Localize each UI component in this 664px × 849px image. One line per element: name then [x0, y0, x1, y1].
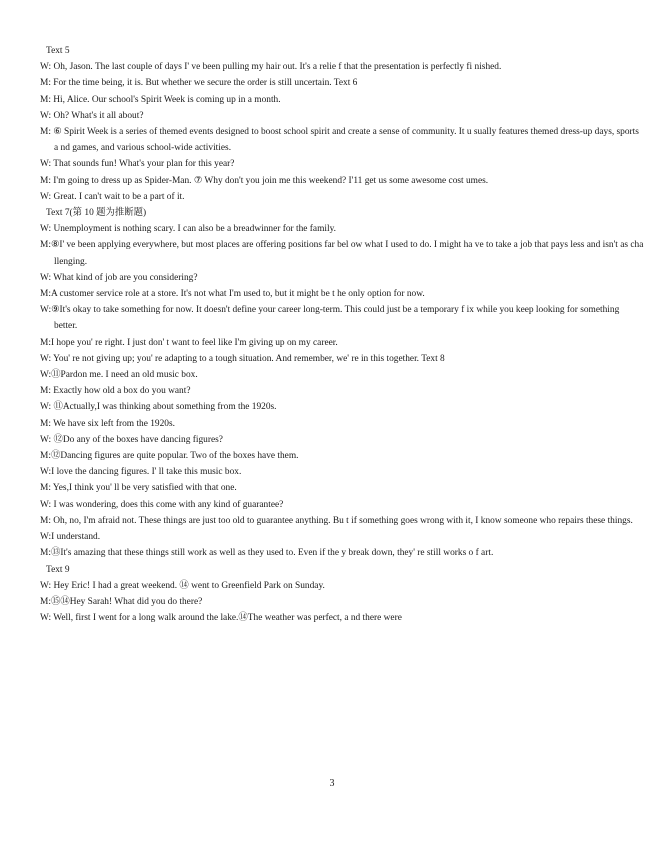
dialog-line: W: Oh, Jason. The last couple of days I' ve been pulling my hair out. It's a relie f that the presentation is perfectly fi nished.: [40, 62, 502, 73]
dialog-line: W: That sounds fun! What's your plan for this year?: [40, 159, 235, 170]
dialog-line: M: We have six left from the 1920s.: [40, 418, 175, 429]
dialog-line: M: For the time being, it is. But whether we secure the order is still uncertain. Text 6: [40, 78, 358, 89]
dialog-line: W: I was wondering, does this come with any kind of guarantee?: [40, 499, 284, 510]
dialog-line: M: I'm going to dress up as Spider-Man. ⑦ Why don't you join me this weekend? I'11 get us some awesome cost umes.: [40, 175, 489, 186]
dialog-line: W: Great. I can't wait to be a part of it.: [40, 191, 185, 202]
dialog-line: M:⑧I' ve been applying everywhere, but most places are offering positions far bel ow what I used to do. I might ha ve to take a job that pays less and isn't as cha llenging.: [40, 240, 644, 267]
page-number: 3: [329, 778, 335, 789]
dialog-line: W:I love the dancing figures. I' ll take this music box.: [40, 467, 242, 478]
dialog-line: W: Unemployment is nothing scary. I can also be a breadwinner for the family.: [40, 224, 336, 235]
section-heading: Text 9: [46, 564, 70, 575]
dialog-line: M:A customer service role at a store. It's not what I'm used to, but it might be t he only option for now.: [40, 289, 425, 300]
dialog-line: W: ⑫Do any of the boxes have dancing figures?: [40, 434, 223, 445]
dialog-line: M: Hi, Alice. Our school's Spirit Week is coming up in a month.: [40, 94, 281, 105]
dialog-line: W:I understand.: [40, 532, 101, 543]
section-heading: Text 7(第 10 题为推断题): [46, 208, 147, 219]
dialog-line: M: Oh, no, I'm afraid not. These things are just too old to guarantee anything. Bu t if something goes wrong with it, I know someone who repairs these things.: [40, 515, 633, 526]
dialog-line: M:I hope you' re right. I just don' t want to feel like I'm giving up on my career.: [40, 337, 338, 348]
dialog-line: W: What kind of job are you considering?: [40, 272, 198, 283]
dialog-line: M:⑬It's amazing that these things still work as well as they used to. Even if the y break down, they' re still works o f art.: [40, 548, 494, 559]
dialog-line: W:⑪Pardon me. I need an old music box.: [40, 370, 198, 381]
dialog-line: W: Oh? What's it all about?: [40, 110, 144, 121]
dialog-line: W: Hey Eric! I had a great weekend. ⑭ went to Greenfield Park on Sunday.: [40, 580, 325, 591]
dialog-line: M:⑫Dancing figures are quite popular. Two of the boxes have them.: [40, 451, 299, 462]
transcript-body: [40, 43, 644, 626]
dialog-line: M: ⑥ Spirit Week is a series of themed events designed to boost school spirit and create a sense of community. It u sually features themed dress-up days, sports a nd games, and various school-wide activities.: [40, 127, 639, 154]
dialog-line: W: Well, first I went for a long walk around the lake.⑭The weather was perfect, a nd there were: [40, 613, 402, 624]
dialog-line: W: You' re not giving up; you' re adapting to a tough situation. And remember, we' re in this together. Text 8: [40, 353, 445, 364]
section-heading: Text 5: [46, 46, 70, 56]
dialog-line: W:⑨It's okay to take something for now. It doesn't define your career long-term. This could just be a temporary f ix while you keep looking for something better.: [40, 305, 620, 332]
dialog-line: M:⑮⑭Hey Sarah! What did you do there?: [40, 596, 203, 607]
dialog-line: W: ⑪Actually,I was thinking about something from the 1920s.: [40, 402, 277, 413]
dialog-line: M: Yes,I think you' ll be very satisfied with that one.: [40, 483, 237, 494]
dialog-line: M: Exactly how old a box do you want?: [40, 386, 191, 397]
